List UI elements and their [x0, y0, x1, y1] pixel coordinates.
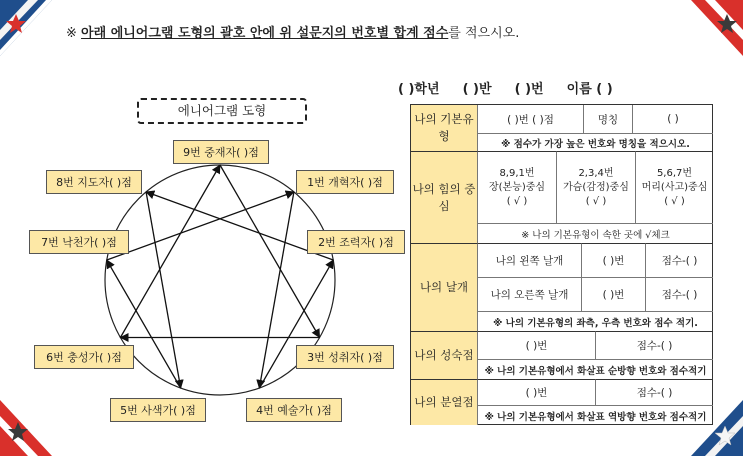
- left-wing-label: 나의 왼쪽 날개: [477, 243, 581, 277]
- basic-type-name-label: 명칭: [583, 105, 632, 133]
- instruction-emphasis: 아래 에니어그램 도형의 괄호 안에 위 설문지의 번호별 합계 점수: [81, 26, 449, 41]
- type-2-label[interactable]: 2번 조력자( )점: [307, 230, 405, 254]
- power-group-nums: 8,9,1번: [499, 167, 535, 179]
- right-wing-label: 나의 오른쪽 날개: [477, 277, 581, 311]
- class-field[interactable]: ( )반: [462, 82, 492, 97]
- type-9-label[interactable]: 9번 중재자( )점: [173, 140, 269, 164]
- type-3-label[interactable]: 3번 성취자( )점: [296, 345, 394, 369]
- power-group-check[interactable]: ( √ ): [664, 195, 685, 207]
- right-wing-score[interactable]: 점수-( ): [645, 277, 713, 311]
- split-point-header: 나의 분열점: [411, 379, 477, 425]
- split-point-score[interactable]: 점수-( ): [595, 379, 713, 405]
- basic-type-number[interactable]: ( )번 ( )점: [477, 105, 583, 133]
- power-center-header: 나의 힘의 중심: [411, 151, 477, 243]
- type-4-label[interactable]: 4번 예술가( )점: [246, 398, 342, 422]
- power-group-nums: 5,6,7번: [656, 167, 693, 179]
- growth-point-note: ※ 나의 기본유형에서 화살표 순방향 번호와 점수적기: [477, 359, 713, 379]
- power-group-head: [635, 151, 713, 223]
- power-group-center: 가슴(감정)중심: [563, 181, 629, 193]
- basic-type-header: 나의 기본유형: [411, 105, 477, 151]
- growth-point-number[interactable]: ( )번: [477, 331, 595, 359]
- growth-point-header: 나의 성숙점: [411, 331, 477, 379]
- instruction-rest: 를 적으시오.: [448, 26, 520, 41]
- basic-type-note: ※ 점수가 가장 높은 번호와 명칭을 적으시오.: [477, 133, 713, 151]
- basic-type-name-value[interactable]: ( ): [632, 105, 713, 133]
- power-group-check[interactable]: ( √ ): [585, 195, 607, 207]
- grade-field[interactable]: ( )학년: [398, 82, 440, 97]
- type-8-label[interactable]: 8번 지도자( )점: [46, 170, 142, 194]
- type-5-label[interactable]: 5번 사색가( )점: [110, 398, 206, 422]
- type-1-label[interactable]: 1번 개혁자( )점: [296, 170, 394, 194]
- diagram-title: 에니어그램 도형: [137, 98, 307, 124]
- split-point-number[interactable]: ( )번: [477, 379, 595, 405]
- wings-note: ※ 나의 기본유형의 좌측, 우측 번호와 점수 적기.: [477, 311, 713, 331]
- note-mark: ※: [66, 26, 77, 41]
- name-field[interactable]: 이름 ( ): [566, 82, 613, 97]
- power-group-heart: [556, 151, 635, 223]
- power-center-note: ※ 나의 기본유형이 속한 곳에 √체크: [477, 223, 713, 243]
- power-group-nums: 2,3,4번: [578, 167, 614, 179]
- left-wing-number[interactable]: ( )번: [581, 243, 645, 277]
- power-group-center: 장(본능)중심: [488, 181, 546, 193]
- corner-decoration-top-right: [683, 0, 743, 64]
- number-field[interactable]: ( )번: [514, 82, 544, 97]
- power-group-check[interactable]: ( √ ): [506, 195, 528, 207]
- growth-point-score[interactable]: 점수-( ): [595, 331, 713, 359]
- left-wing-score[interactable]: 점수-( ): [645, 243, 713, 277]
- right-wing-number[interactable]: ( )번: [581, 277, 645, 311]
- split-point-note: ※ 나의 기본유형에서 화살표 역방향 번호와 점수적기: [477, 405, 713, 425]
- power-group-gut: [477, 151, 556, 223]
- student-info-line: [398, 78, 613, 97]
- type-6-label[interactable]: 6번 충성가( )점: [34, 345, 134, 369]
- type-7-label[interactable]: 7번 낙천가( )점: [29, 230, 129, 254]
- power-group-center: 머리(사고)중심: [641, 181, 708, 193]
- result-table: [410, 104, 713, 425]
- wings-header: 나의 날개: [411, 243, 477, 331]
